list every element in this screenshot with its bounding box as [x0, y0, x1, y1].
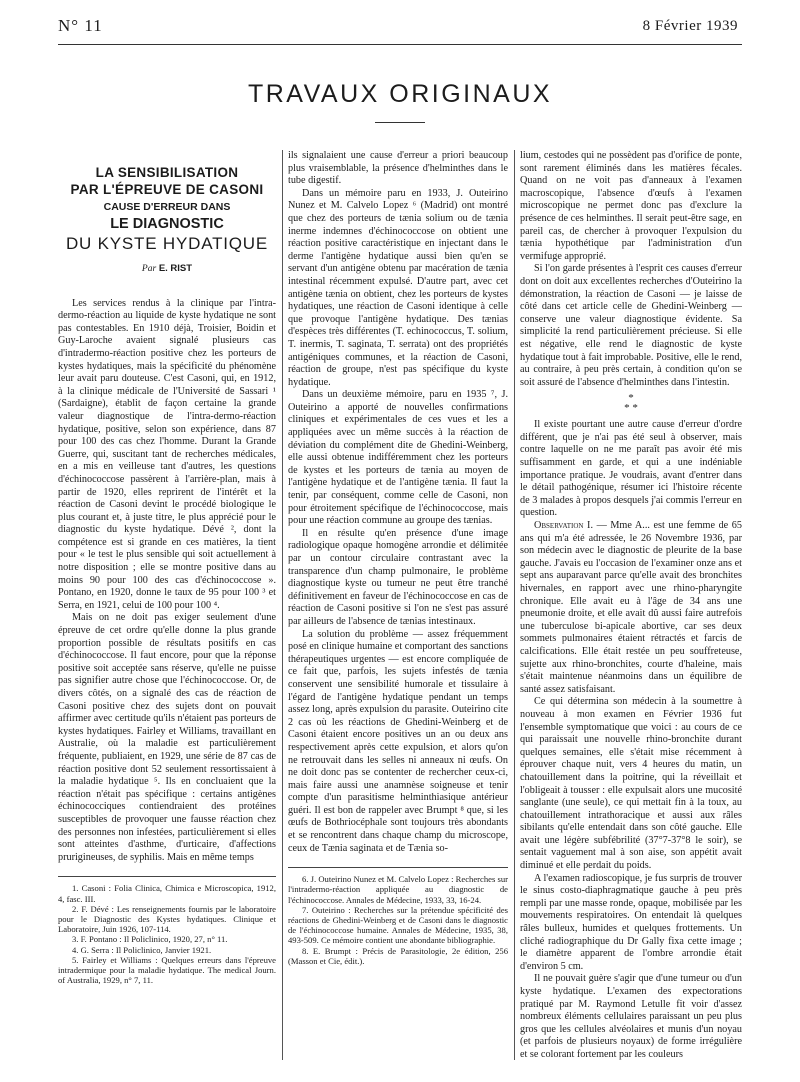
section-title: TRAVAUX ORIGINAUX: [247, 80, 553, 108]
column-1: [58, 150, 276, 985]
section-break-asterisks: * * *: [624, 392, 638, 415]
footnote: 2. F. Dévé : Les renseignements fournis par le laboratoire pour le Diagnostic des Kystes hydatiques. Clinique et Laboratoire, Juin 1926, 107-114.: [58, 903, 276, 935]
paragraph: Ce qui détermina son médecin à la soumettre à nouveau à mon examen en Février 1936 fut l'ensemble symptomatique que voici : au cours de ce qui paraissait une nouvelle rhino-bronchite durant quelques semaines, elle s'était mise récemment à éprouver chaque nuit, vers 4 heures du matin, un chatouillement dans la poitrine, qui la réveillait et l'obligeait à tousser : elle expulsait alors une mucosité sanglante (une seule), ce qui mettait fin à la toux, au chatouillement intrathoracique et aussi aux râles sibilants qu'elle entendait dans son côté gauche. Elle avait une légère subfébrilité (37°7-37°8 le soir), se sentait vaguement mal à son aise, son appétit avait diminué et elle perdait du poids.: [520, 696, 742, 872]
paragraph: Dans un deuxième mémoire, paru en 1935 ⁷, J. Outeirino a apporté de nouvelles confirmations cliniques et expérimentales de ces vues et les a appliquées avec un même succès à la réaction de déviation du complément dite de Ghedini-Weinberg, elle aussi obtenue indifféremment chez les porteurs de kystes et les porteurs de tænia au moyen de l'antigène hydatique et de l'antigène tænia. Il faut la tenir, par conséquent, comme celle de Casoni, non pour étroitement spécifique de l'échinococcose, mais pour une réaction commune au groupe des tænias.: [288, 389, 508, 527]
observation-label: Observation I. —: [534, 520, 607, 532]
footnote: 6. J. Outeirino Nunez et M. Calvelo Lopez : Recherches sur l'intradermo-réaction appliquée au diagnostic de l'échinococcose. Annales de Médecine, 1933, 33, 16-24.: [288, 874, 508, 905]
author-name: E. RIST: [158, 263, 193, 274]
paragraph: Il en résulte qu'en présence d'une image radiologique opaque homogène arrondie et délimitée par un contour circulaire contrastant avec la transparence d'un champ pulmonaire, le problème diagnostique kyste ou tumeur ne peut être tranché définitivement en faveur de l'échinococcose en cas de réaction de Casoni positive si l'on ne s'est pas assuré par ailleurs de l'absence de tænias intestinaux.: [288, 527, 508, 627]
paragraph: Si l'on garde présentes à l'esprit ces causes d'erreur dont on doit aux excellentes recherches d'Outeirino la démonstration, la réaction de Casoni — je laisse de côté dans cet article celle de Ghedini-Weinberg — conserve une valeur diagnostique évidente. Sa simplicité la rend particulièrement précieuse. Si elle est négative, elle rend le diagnostic de kyste hydatique tout à fait improbable. Positive, elle le rend, au contraire, à peu près certain, à condition qu'on se soit assuré de l'absence d'helminthes dans l'intestin.: [520, 263, 742, 388]
paragraph: A l'examen radioscopique, je fus surpris de trouver le sinus costo-diaphragmatique gauche à peu près rempli par une masse ronde, opaque, mobilisée par les mouvements respiratoires. On entendait là quelques râles bulleux, humides et quelques frottements. Un cliché radiographique du Dr Gally fixa cette image ; le diamètre apparent de l'ombre arrondie était d'environ 5 cm.: [520, 872, 742, 972]
paragraph: Il ne pouvait guère s'agir que d'une tumeur ou d'un kyste hydatique. L'examen des expectorations pratiqué par M. Raymond Letulle fit voir d'assez nombreux éléments cellulaires paraissant un peu plus gros que les cellules alvéolaires et munis d'un noyau (et parfois de plusieurs noyaux) de forme irrégulière et se colorant fortement par les couleurs: [520, 973, 742, 1060]
footnote: 5. Fairley et Williams : Quelques erreurs dans l'épreuve intradermique pour la maladie hydatique. The medical Journ. of Australia, 1929, n° 7, 11.: [58, 954, 276, 986]
footnote: 7. Outeirino : Recherches sur la prétendue spécificité des réactions de Ghedini-Weinberg et de Casoni dans le diagnostic de l'échinococcose humaine. Annales de Médecine, 1935, 38, 493-509. Ce mémoire contient une abondante bibliographie.: [288, 904, 508, 946]
footnote: 4. G. Serra : Il Policlinico, Janvier 1921.: [72, 944, 212, 955]
paragraph: ils signalaient une cause d'erreur a priori beaucoup plus vraisemblable, la présence d'helminthes dans le tube digestif.: [288, 150, 508, 187]
observation-text: Mme A... est une femme de 65 ans qui m'a été adressée, le 26 Novembre 1936, par son médecin avec le diagnostic de pleurite de la base gauche. J'avais eu l'occasion de l'examiner onze ans et sept ans auparavant parce qu'elle avait des bronchites hivernales, en rapport avec une rhino-pharyngite chronique. Elle avait eu à l'âge de 34 ans une pneumonie droite, et elle avait dû aussi faire autrefois une tuberculose bi-apicale abortive, car ses deux sommets pulmonaires étaient rétractés et farcis de calcifications. Elle était restée un peu souffreteuse, sujette aux rhino-bronchites, courte d'haleine, mais s'était maintenue néanmoins dans un équilibre de santé assez satisfaisant.: [520, 520, 742, 695]
paragraph: La solution du problème — assez fréquemment posé en clinique humaine et comportant des sanctions thérapeutiques urgentes — est encore compliquée de ce fait que, parfois, les sujets infestés de tænia conservent une sensibilité humorale et tissulaire à l'égard de l'antigène hydatique pendant un temps assez long, après expulsion du parasite. Outeirino cite 2 cas où les réactions de Ghedini-Weinberg et de Casoni étaient encore positives un an ou deux ans respectivement après cette expulsion, et alors qu'on ne retrouvait dans les selles ni anneaux ni œufs. On ne doit donc pas se contenter de rechercher ceux-ci, mais faire aussi une anamnèse soigneuse et tenir compte d'un parasitisme helminthiasique antérieur guéri. Il est bon de rappeler avec Brumpt ⁸ que, si les œufs de Bothriocéphale sont toujours très abondants et se rencontrent dans chaque champ du microscope, ceux de Tænia saginata et de Tænia so-: [288, 628, 508, 854]
footnote: 3. F. Pontano : Il Policlinico, 1920, 27, n° 11.: [72, 934, 228, 945]
footnote: 1. Casoni : Folia Clinica, Chimica e Microscopica, 1912, 4, fasc. III.: [58, 883, 276, 904]
article-title-line: CAUSE D'ERREUR DANS: [103, 201, 231, 213]
section-title-rule: [375, 122, 425, 123]
paragraph: lium, cestodes qui ne possèdent pas d'orifice de ponte, sont rarement éliminés dans les matières fécales. Quand on ne voit pas d'anneaux à l'examen macroscopique, l'absence d'œufs à l'examen microscopique ne permet donc pas d'exclure la présence de ces helminthes. Il serait peut-être sage, en pareil cas, de chercher à provoquer l'expulsion du tænia hypothétique par l'administration d'un vermifuge approprié.: [520, 150, 742, 262]
observation-paragraph: [520, 520, 742, 696]
paragraph: Mais on ne doit pas exiger seulement d'une épreuve de cet ordre qu'elle donne la plus grande proportion possible de résultats positifs en cas d'échinococcose. Il faut encore, pour que la réponse positive soit acceptée sans réserve, qu'elle ne puisse pas signifier autre chose que l'échinococcose. Or, de divers côtés, on a signalé des cas de réaction de Casoni positive chez des sujets dont on pouvait affirmer avec certitude qu'ils n'étaient pas porteurs de kystes hydatiques. Fairley et Williams, travaillant en Australie, où la maladie est particulièrement fréquente, publiaient, en 1929, une série de 87 cas de réaction positive dont 52 seulement ressortissaient à la maladie hydatique ⁵. Ils en concluaient que la réaction n'était pas spécifique : certains antigènes échinococciques contiendraient des protéines susceptibles de provoquer une fausse réaction chez des personnes non infestées, particulièrement si elles sont atteintes d'asthme, d'urticaire, d'affections prurigineuses, de syphilis. Mais en même temps: [58, 612, 276, 863]
column-divider: [514, 150, 515, 1060]
issue-number: N° 11: [58, 16, 103, 35]
article-title-line: PAR L'ÉPREUVE DE CASONI: [70, 182, 264, 197]
column-3: [520, 150, 742, 1062]
header-rule: [58, 44, 742, 45]
paragraph: Il existe pourtant une autre cause d'erreur d'ordre différent, que je n'ai pas été seul à observer, mais contre laquelle on ne me paraît pas avoir été mis suffisamment en garde, et qui a une indéniable importance pratique. Je voudrais, avant d'entrer dans le détail pathogénique, résumer ici l'histoire récente de 3 malades à propos desquels j'ai commis l'erreur en question.: [520, 419, 742, 519]
author-byline: [58, 263, 276, 276]
paragraph: Dans un mémoire paru en 1933, J. Outeirino Nunez et M. Calvelo Lopez ⁶ (Madrid) ont montré que chez des porteurs de tænia solium ou de tænia inerme indemnes d'échinococcose on obtient une réaction positive caractéristique en injectant dans le derme l'antigène hydatique aussi bien qu'en se servant d'un antigène obtenu par macération de tænia intestinal récemment expulsé. D'autre part, avec cet antigène tænia on obtient, chez les porteurs de kystes hydatiques, une réaction de Casoni identique à celle que provoque l'antigène hydatique. Des tænias d'espèces très différentes (T. echinococcus, T. solium, T. inermis, T. saginata, T. serrata) ont des propriétés antigéniques communes, et la réaction de Casoni, réaction de groupe, n'est pas spécifique du kyste hydatique.: [288, 187, 508, 388]
column-2: [288, 150, 508, 966]
author-prefix: Par: [141, 264, 157, 274]
footnote: 8. E. Brumpt : Précis de Parasitologie, 2e édition, 256 (Masson et Cie, édit.).: [288, 945, 508, 966]
column-divider: [282, 150, 283, 1060]
issue-date: 8 Février 1939: [642, 18, 738, 34]
article-heading: [58, 164, 276, 276]
paragraph: Les services rendus à la clinique par l'intra-dermo-réaction au liquide de kyste hydatique ne sont pas contestables. En 1910 déjà, Troisier, Boidin et Guy-Laroche avaient signalé plusieurs cas d'intradermo-réaction positive chez les porteurs de kystes hydatiques, mais la spécificité du phénomène leur avait paru douteuse. C'est Casoni, qui, en 1912, à la clinique médicale de l'Université de Sassari ¹ (Sardaigne), établit de façon certaine la grande valeur diagnostique de l'intra-dermo-réaction hydatique, positive, selon son expérience, dans 87 pour 100 des cas chez l'homme. Durant la Grande Guerre, qui, suscitant tant de recherches médicales, en a mis en veilleuse tant d'autres, les questions d'échinococcose passèrent à l'arrière-plan, mais à partir de 1920, elles reprirent de l'intérêt et la réaction de Casoni devint le procédé biologique le plus courant et, à juste titre, le plus apprécié pour le diagnostic du kyste hydatique. Dévé ², dont la compétence est si grande en ces matières, la tient pour « le test le plus sensible qui soit actuellement à notre disposition ; elle se montre positive dans au moins 90 pour 100 des cas d'échinococcose ». Pontano, en 1920, donne le taux de 95 pour 100 ³ et Serra, en 1921, celui de 100 pour 100 ⁴.: [58, 297, 276, 611]
article-title-line: LE DIAGNOSTIC: [110, 216, 224, 232]
footnote-rule: [288, 867, 508, 868]
article-title-line: LA SENSIBILISATION: [95, 165, 239, 180]
footnote-rule: [58, 876, 276, 877]
article-title-line: DU KYSTE HYDATIQUE: [65, 234, 269, 253]
